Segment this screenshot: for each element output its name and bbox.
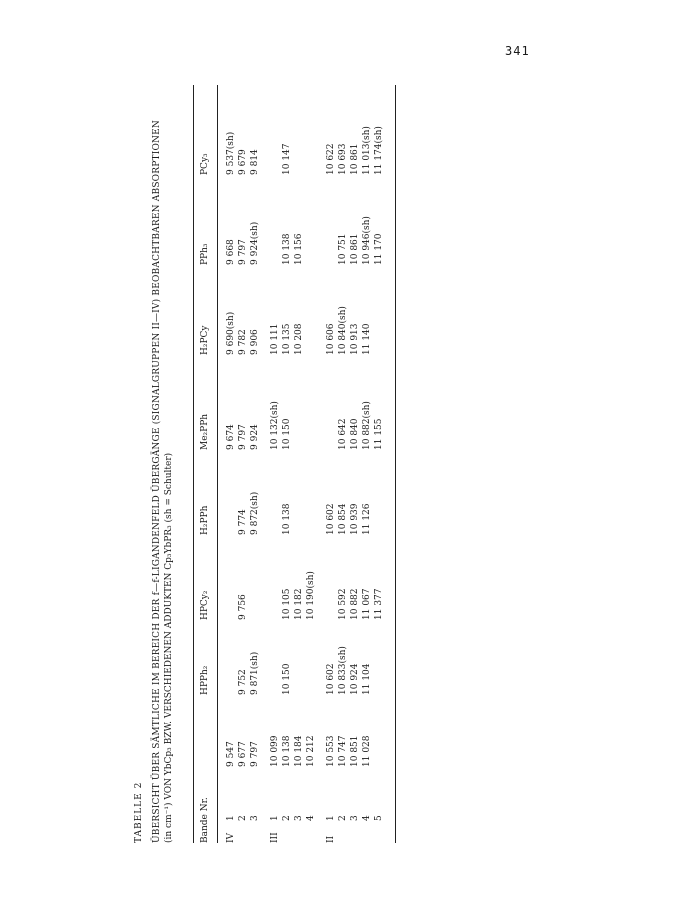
band-number — [237, 815, 249, 843]
band-index: 3 — [294, 815, 304, 821]
table-cell: 10 156 — [294, 233, 304, 265]
rotated-table-block — [133, 75, 403, 855]
table-cell: 11 104 — [362, 663, 372, 695]
table-cell: 10 553 — [326, 735, 336, 767]
table-cell: 10 208 — [294, 323, 304, 355]
band-number — [281, 815, 293, 843]
table-row — [293, 75, 305, 855]
table-row — [361, 75, 373, 855]
table-cell: 10 150 — [282, 418, 292, 450]
table-cell: 9 537(sh) — [226, 131, 236, 175]
table-row — [281, 75, 293, 855]
table-cell: 10 132(sh) — [270, 401, 280, 450]
group-label: III — [270, 832, 280, 843]
band-number — [325, 815, 337, 843]
band-index: 3 — [250, 815, 260, 821]
band-index: 5 — [374, 815, 384, 821]
table-cell: 10 138 — [282, 735, 292, 767]
table-cell: 10 747 — [338, 735, 348, 767]
table-cell: 10 833(sh) — [338, 646, 348, 695]
table-row — [305, 75, 317, 855]
band-index: 1 — [270, 815, 280, 821]
table-cell: 10 882 — [350, 588, 360, 620]
band-number — [349, 815, 361, 843]
column-header: PPh₃ — [200, 243, 210, 265]
table-cell: 9 679 — [238, 149, 248, 175]
table-cell: 10 861 — [350, 143, 360, 175]
band-number — [361, 815, 373, 843]
band-index: 2 — [338, 815, 348, 821]
band-number — [249, 815, 261, 843]
band-index: 4 — [362, 815, 372, 821]
table-row — [349, 75, 361, 855]
group-label: IV — [226, 832, 236, 843]
table-cell: 9 547 — [226, 741, 236, 767]
table-cell: 10 111 — [270, 323, 280, 355]
table-cell: 10 939 — [350, 503, 360, 535]
table-cell: 10 751 — [338, 233, 348, 265]
page-number: 341 — [505, 44, 530, 58]
table-cell: 9 906 — [250, 329, 260, 355]
table-cell: 10 184 — [294, 735, 304, 767]
table-cell: 10 190(sh) — [306, 571, 316, 620]
band-index: 4 — [306, 815, 316, 821]
table-cell: 10 135 — [282, 323, 292, 355]
table-row — [225, 75, 237, 855]
table-cell: 9 872(sh) — [250, 491, 260, 535]
table-cell: 10 693 — [338, 143, 348, 175]
table-cell: 10 854 — [338, 503, 348, 535]
table-cell: 10 150 — [282, 663, 292, 695]
column-header: HPCy₂ — [200, 590, 210, 620]
column-header: HPPh₂ — [200, 665, 210, 695]
table-label: TABELLE 2 — [134, 781, 144, 843]
table-header-rule — [217, 85, 218, 843]
table-cell: 10 642 — [338, 418, 348, 450]
band-number — [293, 815, 305, 843]
table-cell: 10 851 — [350, 735, 360, 767]
column-header: PCy₃ — [200, 153, 210, 175]
table-cell: 10 840 — [350, 418, 360, 450]
table-bottom-rule — [395, 85, 396, 843]
band-number — [373, 815, 385, 843]
table-cell: 10 861 — [350, 233, 360, 265]
table-cell: 10 913 — [350, 323, 360, 355]
table-row — [249, 75, 261, 855]
band-number — [337, 815, 349, 843]
table-title-line2: (in cm⁻¹) VON YbCp₃ BZW. VERSCHIEDENEN ADDUKTEN Cp₃YbPR₃ (sh = Schulter) — [164, 452, 174, 843]
table-cell: 9 668 — [226, 239, 236, 265]
band-index: 2 — [238, 815, 248, 821]
table-cell: 9 814 — [250, 149, 260, 175]
table-cell: 11 170 — [374, 233, 384, 265]
table-cell: 9 797 — [238, 424, 248, 450]
table-cell: 10 946(sh) — [362, 216, 372, 265]
table-cell: 9 690(sh) — [226, 311, 236, 355]
band-index: 3 — [350, 815, 360, 821]
table-cell: 10 602 — [326, 503, 336, 535]
group-label: II — [326, 835, 336, 843]
table-cell: 9 797 — [238, 239, 248, 265]
band-index: 1 — [326, 815, 336, 821]
table-cell: 10 138 — [282, 233, 292, 265]
table-caption — [133, 83, 175, 843]
table-cell: 10 147 — [282, 143, 292, 175]
table-top-rule — [193, 85, 194, 843]
table-cell: 11 028 — [362, 735, 372, 767]
table-cell: 9 782 — [238, 329, 248, 355]
band-index: 2 — [282, 815, 292, 821]
band-index: 1 — [226, 815, 236, 821]
column-header: Me₂PPh — [200, 413, 210, 450]
table-cell: 9 774 — [238, 509, 248, 535]
table-cell: 9 871(sh) — [250, 651, 260, 695]
table-cell: 10 105 — [282, 588, 292, 620]
table-row — [325, 75, 337, 855]
table-row — [337, 75, 349, 855]
table-cell: 9 752 — [238, 669, 248, 695]
table-cell: 9 924(sh) — [250, 221, 260, 265]
table-row — [269, 75, 281, 855]
table-cell: 10 882(sh) — [362, 401, 372, 450]
table-cell: 9 677 — [238, 741, 248, 767]
column-header: Bande Nr. — [200, 797, 210, 843]
table-cell: 10 212 — [306, 735, 316, 767]
table-cell: 9 674 — [226, 424, 236, 450]
table-cell: 11 126 — [362, 503, 372, 535]
table-cell: 10 182 — [294, 588, 304, 620]
table-cell: 10 622 — [326, 143, 336, 175]
table-row — [237, 75, 249, 855]
table-cell: 11 140 — [362, 323, 372, 355]
table-cell: 10 840(sh) — [338, 306, 348, 355]
table-cell: 11 174(sh) — [374, 126, 384, 175]
table-cell: 10 606 — [326, 323, 336, 355]
table-cell: 10 602 — [326, 663, 336, 695]
band-number — [225, 815, 237, 843]
column-header: H₂PCy — [200, 325, 210, 355]
table-cell: 10 138 — [282, 503, 292, 535]
column-header: H₂PPh — [200, 505, 210, 535]
table-cell: 11 013(sh) — [362, 126, 372, 175]
table-cell: 10 924 — [350, 663, 360, 695]
table-row — [373, 75, 385, 855]
table-cell: 9 924 — [250, 424, 260, 450]
table-cell: 10 592 — [338, 588, 348, 620]
table-title-line1: ÜBERSICHT ÜBER SÄMTLICHE IM BEREICH DER f—f-LIGANDENFELD ÜBERGÄNGE (SIGNALGRUPPEN II—IV) BEOBACHTBAREN ABSORPTIONEN — [152, 120, 162, 843]
table-cell: 11 155 — [374, 418, 384, 450]
table-cell: 10 099 — [270, 735, 280, 767]
table-cell: 11 377 — [374, 588, 384, 620]
band-number — [269, 815, 281, 843]
table-cell: 11 067 — [362, 588, 372, 620]
table-cell: 9 756 — [238, 594, 248, 620]
band-number — [305, 815, 317, 843]
table-cell: 9 797 — [250, 741, 260, 767]
